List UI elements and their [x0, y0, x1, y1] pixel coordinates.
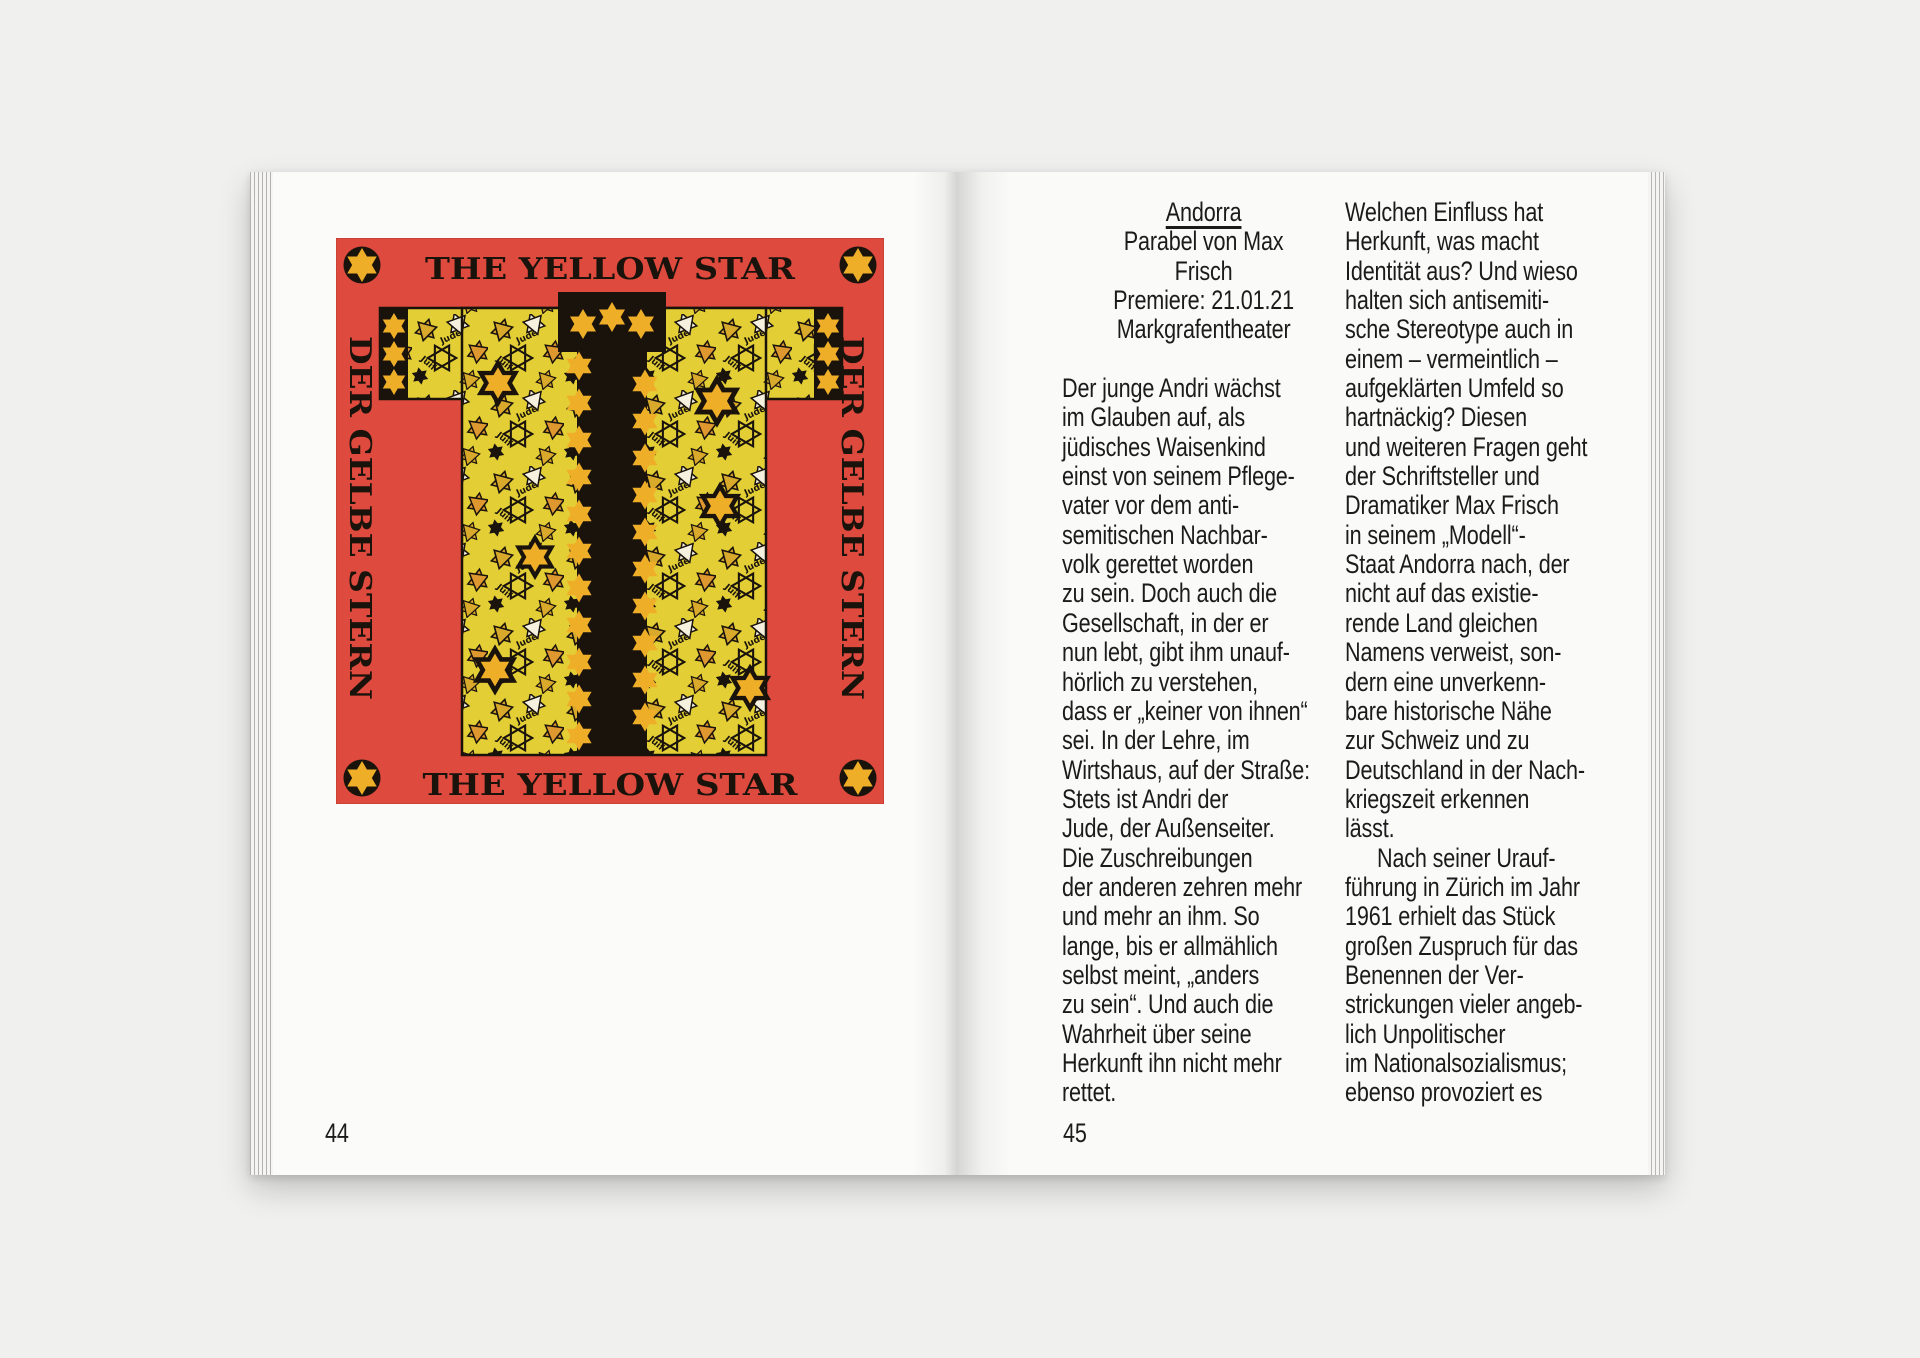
artwork-side-text-left: DER GELBE STERN	[342, 336, 377, 668]
text-line: aufgeklärten Umfeld so	[1345, 373, 1564, 404]
text-line: Die Zuschreibungen	[1062, 842, 1253, 873]
text-line: Herkunft ihn nicht mehr	[1062, 1047, 1282, 1078]
text-line: und weiteren Fragen geht	[1345, 431, 1588, 462]
text-column-2	[1345, 198, 1628, 1108]
text-line: Namens verweist, son-	[1345, 637, 1562, 668]
text-line: rende Land gleichen	[1345, 607, 1538, 638]
col2-paragraph-2	[1345, 844, 1628, 1108]
text-line: hörlich zu verstehen,	[1062, 666, 1258, 697]
text-line: in seinem „Modell“-	[1345, 519, 1526, 550]
text-line: jüdisches Waisenkind	[1062, 431, 1266, 462]
text-line: lässt.	[1345, 813, 1395, 844]
text-line: der Schriftsteller und	[1345, 461, 1540, 492]
text-line: hartnäckig? Diesen	[1345, 402, 1528, 433]
text-line: zur Schweiz und zu	[1345, 725, 1530, 756]
text-line: der anderen zehren mehr	[1062, 871, 1303, 902]
text-line: selbst meint, „anders	[1062, 959, 1260, 990]
text-line: nicht auf das existie-	[1345, 578, 1539, 609]
text-line: strickungen vieler angeb-	[1345, 989, 1583, 1020]
article-header	[1062, 198, 1345, 345]
page-left	[273, 172, 958, 1175]
artwork-title-top: THE YELLOW STAR	[425, 252, 797, 287]
text-line: ebenso provoziert es	[1345, 1077, 1543, 1108]
col2-paragraph-1	[1345, 198, 1628, 844]
text-line: Der junge Andri wächst	[1062, 373, 1281, 404]
text-line: lange, bis er allmählich	[1062, 930, 1278, 961]
text-line: zu sein. Doch auch die	[1062, 578, 1278, 609]
text-line: dass er „keiner von ihnen“	[1062, 695, 1308, 726]
text-line: Nach seiner Urauf-	[1377, 842, 1556, 873]
text-line: führung in Zürich im Jahr	[1345, 871, 1580, 902]
text-line: halten sich antisemiti-	[1345, 285, 1550, 316]
text-line: im Glauben auf, als	[1062, 402, 1246, 433]
text-line: 1961 erhielt das Stück	[1345, 901, 1556, 932]
page-number-left: 44	[325, 1118, 349, 1148]
text-line: dern eine unverkenn-	[1345, 666, 1546, 697]
text-line: einst von seinem Pflege-	[1062, 461, 1295, 492]
text-line: bare historische Nähe	[1345, 695, 1552, 726]
text-line: Wirtshaus, auf der Straße:	[1062, 754, 1310, 785]
text-line: Dramatiker Max Frisch	[1345, 490, 1559, 521]
text-line: Stets ist Andri der	[1062, 783, 1229, 814]
text-line: rettet.	[1062, 1077, 1117, 1108]
text-line: großen Zuspruch für das	[1345, 930, 1578, 961]
text-line: vater vor dem anti-	[1062, 490, 1240, 521]
page-stack-edge-right	[1648, 172, 1665, 1175]
text-column-1	[1062, 198, 1345, 1108]
page-right	[958, 172, 1648, 1175]
text-line: Deutschland in der Nach-	[1345, 754, 1585, 785]
text-line: Herkunft, was macht	[1345, 226, 1539, 257]
text-line: semitischen Nachbar-	[1062, 519, 1268, 550]
text-line: volk gerettet worden	[1062, 549, 1254, 580]
text-line: Wahrheit über seine	[1062, 1018, 1252, 1049]
article-meta	[1062, 227, 1345, 344]
col1-paragraph	[1062, 374, 1345, 1108]
text-line: Identität aus? Und wieso	[1345, 255, 1578, 286]
text-line: Gesellschaft, in der er	[1062, 607, 1269, 638]
text-line: nun lebt, gibt ihm unauf-	[1062, 637, 1290, 668]
text-line: sei. In der Lehre, im	[1062, 725, 1250, 756]
text-line: im Nationalsozialismus;	[1345, 1047, 1567, 1078]
text-line: einem – vermeintlich –	[1345, 343, 1558, 374]
artwork-side-text-right: DER GELBE STERN	[834, 336, 869, 668]
page-number-right: 45	[1063, 1118, 1087, 1148]
text-line: zu sein“. Und auch die	[1062, 989, 1274, 1020]
page-stack-edge-left	[250, 172, 273, 1175]
artwork-svg	[336, 238, 884, 804]
text-line: Jude, der Außenseiter.	[1062, 813, 1275, 844]
artwork-title-bottom: THE YELLOW STAR	[422, 768, 799, 803]
book-spread	[250, 172, 1665, 1175]
text-line: Premiere: 21.01.21	[1113, 285, 1295, 316]
text-line: kriegszeit erkennen	[1345, 783, 1530, 814]
text-line: Benennen der Ver-	[1345, 959, 1524, 990]
text-line: Markgrafentheater	[1116, 314, 1291, 345]
text-line: Parabel von Max	[1123, 226, 1284, 257]
text-line: und mehr an ihm. So	[1062, 901, 1260, 932]
text-line: lich Unpolitischer	[1345, 1018, 1506, 1049]
text-line: Welchen Einfluss hat	[1345, 197, 1544, 227]
text-line: sche Stereotype auch in	[1345, 314, 1574, 345]
yellow-star-artwork	[336, 238, 884, 804]
text-line: Frisch	[1174, 255, 1233, 286]
text-line: Staat Andorra nach, der	[1345, 549, 1570, 580]
article-title: Andorra	[1165, 197, 1242, 227]
